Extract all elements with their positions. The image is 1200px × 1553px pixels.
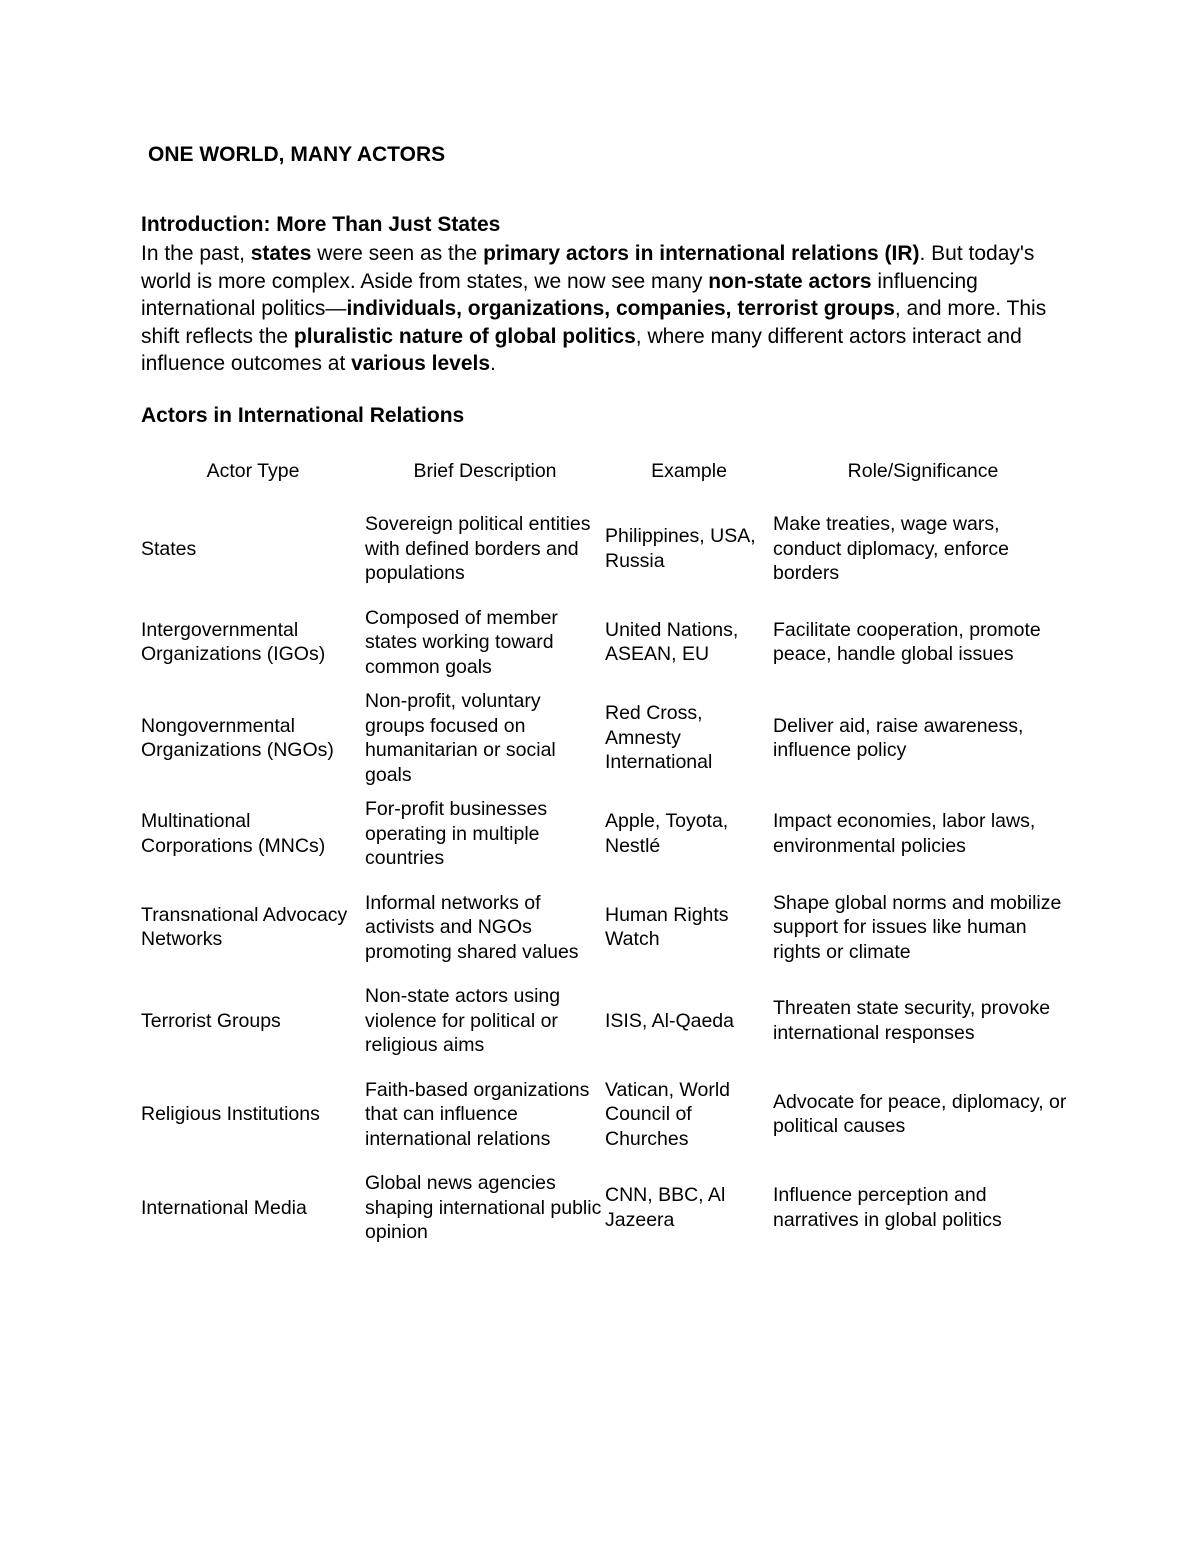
actor-type-cell: Multinational Corporations (MNCs) (141, 810, 326, 857)
example-cell: Philippines, USA, Russia (605, 525, 756, 572)
column-header-actor-type: Actor Type (206, 459, 300, 482)
description-cell: Informal networks of activists and NGOs promoting shared values (365, 891, 579, 963)
description-cell: Faith-based organizations that can influence international relations (365, 1078, 590, 1150)
role-cell: Advocate for peace, diplomacy, or political causes (773, 1090, 1067, 1138)
intro-bold-text: non-state actors (708, 269, 872, 293)
intro-bold-text: states (250, 242, 312, 265)
intro-bold-text: pluralistic nature of global politics (293, 324, 636, 348)
role-cell: Shape global norms and mobilize support for issues like human rights or climate (773, 891, 1062, 963)
table-header-row (141, 458, 1073, 502)
column-header-description: Brief Description (413, 459, 557, 482)
actor-type-cell: States (141, 537, 197, 560)
intro-paragraph (141, 240, 1081, 378)
section-heading: Actors in International Relations (141, 404, 465, 427)
column-header-role: Role/Significance (847, 459, 999, 482)
table-row (141, 974, 1073, 1068)
actor-type-cell: Religious Institutions (141, 1103, 320, 1125)
description-cell: Non-state actors using violence for political or religious aims (365, 985, 561, 1056)
intro-text: In the past, (141, 242, 251, 265)
actor-type-cell: International Media (141, 1196, 307, 1219)
actor-type-cell: Nongovernmental Organizations (NGOs) (141, 714, 334, 761)
actor-type-cell: Transnational Advocacy Networks (141, 903, 348, 951)
intro-heading: Introduction: More Than Just States (141, 213, 501, 236)
actors-table (141, 458, 1073, 1255)
role-cell: Threaten state security, provoke international responses (773, 997, 1051, 1044)
example-cell: CNN, BBC, Al Jazeera (605, 1184, 726, 1231)
table-row (141, 689, 1073, 787)
table-body (141, 502, 1073, 1255)
document-title: ONE WORLD, MANY ACTORS (148, 143, 446, 166)
intro-bold-text: primary actors in international relations (IR) (483, 242, 920, 265)
role-cell: Influence perception and narratives in global politics (773, 1184, 1002, 1231)
example-cell: Vatican, World Council of Churches (605, 1078, 730, 1150)
role-cell: Make treaties, wage wars, conduct diplomacy, enforce borders (773, 513, 1009, 584)
example-cell: Human Rights Watch (605, 903, 729, 951)
intro-bold-text: individuals, organizations, companies, terrorist groups (346, 297, 895, 320)
role-cell: Deliver aid, raise awareness, influence policy (773, 714, 1024, 761)
example-cell: Red Cross, Amnesty International (605, 702, 713, 774)
description-cell: Non-profit, voluntary groups focused on humanitarian or social goals (365, 690, 556, 786)
table-row (141, 1161, 1073, 1255)
intro-bold-text: various levels (351, 352, 491, 375)
table-row (141, 502, 1073, 596)
description-cell: Global news agencies shaping international public opinion (365, 1172, 602, 1243)
intro-text: influencing international politics— (141, 269, 978, 320)
example-cell: Apple, Toyota, Nestlé (605, 810, 729, 857)
role-cell: Impact economies, labor laws, environmental policies (773, 810, 1036, 857)
description-cell: For-profit businesses operating in multiple countries (365, 798, 548, 869)
example-cell: United Nations, ASEAN, EU (605, 618, 739, 666)
intro-text: . But today's world is more complex. Aside from states, we now see many (141, 242, 1035, 293)
column-header-example: Example (651, 459, 727, 482)
role-cell: Facilitate cooperation, promote peace, handle global issues (773, 618, 1041, 666)
example-cell: ISIS, Al-Qaeda (605, 1009, 734, 1032)
actor-type-cell: Terrorist Groups (141, 1009, 281, 1032)
table-row (141, 596, 1073, 690)
description-cell: Composed of member states working toward common goals (365, 606, 558, 678)
table-row (141, 1068, 1073, 1162)
intro-text: , where many different actors interact and influence outcomes at (141, 324, 1022, 375)
actor-type-cell: Intergovernmental Organizations (IGOs) (141, 618, 326, 666)
intro-text: . (490, 352, 496, 375)
table-row (141, 881, 1073, 975)
intro-text: , and more. This shift reflects the (141, 297, 1047, 348)
table-row (141, 787, 1073, 881)
intro-text: were seen as the (311, 242, 484, 265)
description-cell: Sovereign political entities with defined borders and populations (365, 513, 591, 584)
